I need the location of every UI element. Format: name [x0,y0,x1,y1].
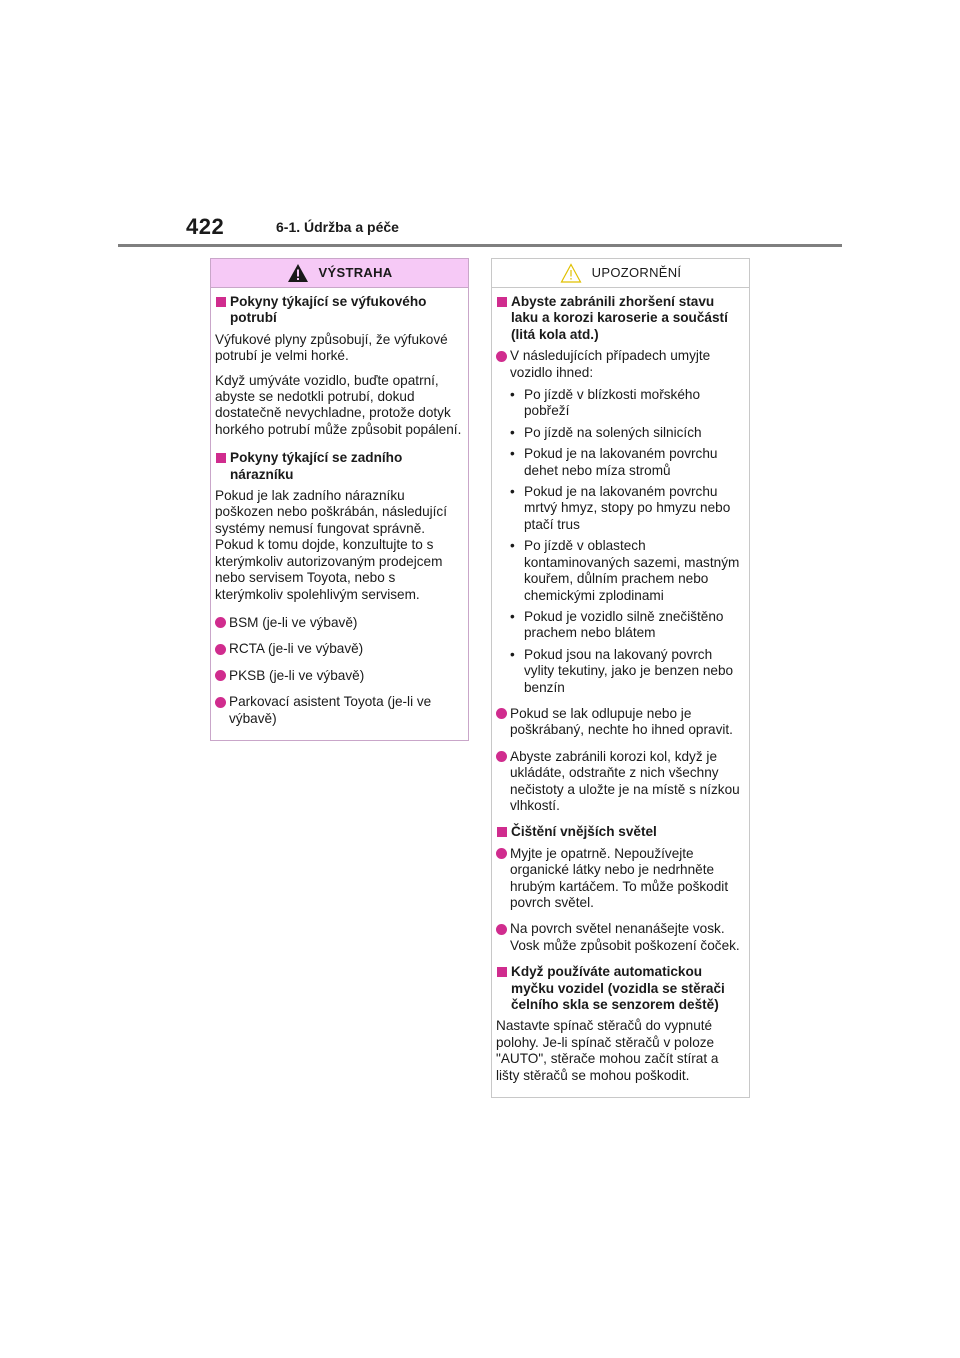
list-item: BSM (je-li ve výbavě) [215,615,464,631]
warning-heading-exhaust: Pokyny týkající se výfukového potrubí [215,294,464,327]
list-item: Parkovací asistent Toyota (je-li ve výbavě) [215,694,464,727]
warning-paragraph: Když umýváte vozidlo, buďte opatrní, abyste se nedotkli potrubí, dokud dostatečně nevychladne, protože dotyk horkého potrubí může způsobit popálení. [215,372,462,437]
circle-bullet-icon [496,751,507,762]
warning-heading-bumper: Pokyny týkající se zadního nárazníku [215,450,464,483]
notice-paragraph: Nastavte spínač stěračů do vypnuté polohy. Je-li spínač stěračů v poloze "AUTO", stěrače mohou začít stírat a lišty stěračů se mohou poškodit. [496,1018,719,1083]
circle-bullet-icon [496,924,507,935]
warning-paragraph: Pokud je lak zadního nárazníku poškozen nebo poškrábán, následující systémy nemusí fungovat správně. Pokud k tomu dojde, konzultujte to s kterýmkoliv autorizovaným prodejcem nebo servisem Toyota, nebo s kterýmkoliv spolehlivým servisem. [215,488,448,602]
warning-triangle-icon [287,263,309,283]
circle-bullet-icon [496,351,507,362]
list-item: Myjte je opatrně. Nepoužívejte organické látky nebo je nedrhněte hrubým kartáčem. To může poškodit povrch světel. [496,846,745,912]
warning-box-header [211,259,468,288]
square-bullet-icon [216,297,226,307]
circle-bullet-icon [496,848,507,859]
circle-bullet-icon [496,708,507,719]
sub-list-item: • Pokud je na lakovaném povrchu mrtvý hmyz, stopy po hmyzu nebo ptačí trus [510,484,731,532]
notice-heading-corrosion: Abyste zabránili zhoršení stavu laku a korozi karoserie a součástí (litá kola atd.) [496,294,745,343]
notice-heading-lights: Čištění vnějších světel [496,824,745,840]
list-item: RCTA (je-li ve výbavě) [215,641,464,657]
sub-list-item: • Pokud je vozidlo silně znečištěno prachem nebo blátem [510,608,724,641]
circle-bullet-icon [215,670,226,681]
list-item: Abyste zabránili korozi kol, když je ukládáte, odstraňte z nich všechny nečistoty a uložte je na místě s nízkou vlhkostí. [496,749,745,815]
caution-triangle-icon [560,263,582,283]
page-number: 422 [186,214,225,239]
sub-list-item: • Pokud je na lakovaném povrchu dehet nebo míza stromů [510,446,718,478]
list-item: Pokud se lak odlupuje nebo je poškrábaný, nechte ho ihned opravit. [496,706,745,739]
warning-paragraph: Výfukové plyny způsobují, že výfukové potrubí je velmi horké. [215,331,448,364]
list-item: PKSB (je-li ve výbavě) [215,668,464,684]
sub-list-item: • Po jízdě v oblastech kontaminovaných sazemi, mastným kouřem, důlním prachem nebo chemickými zplodinami [510,538,740,603]
square-bullet-icon [216,453,226,463]
warning-box-title: VÝSTRAHA [318,264,393,280]
square-bullet-icon [497,297,507,307]
warning-box [210,258,469,741]
sub-list-item: • Pokud jsou na lakovaný povrch vylity tekutiny, jako je benzen nebo benzín [510,646,734,695]
circle-bullet-icon [215,644,226,655]
square-bullet-icon [497,827,507,837]
notice-box [491,258,750,1098]
square-bullet-icon [497,967,507,977]
notice-box-title: UPOZORNĚNÍ [591,264,682,280]
header-divider [118,244,842,247]
notice-box-header [492,259,749,288]
notice-heading-carwash: Když používáte automatickou myčku vozidel (vozidla se stěrači čelního skla se senzorem deště) [496,964,745,1013]
list-item: V následujících případech umyjte vozidlo ihned: [496,348,745,381]
sub-list-item: • Po jízdě v blízkosti mořského pobřeží [510,387,701,419]
circle-bullet-icon [215,697,226,708]
circle-bullet-icon [215,617,226,628]
list-item: Na povrch světel nenanášejte vosk. Vosk může způsobit poškození čoček. [496,921,745,954]
section-title: 6-1. Údržba a péče [276,219,399,235]
sub-list-item: • Po jízdě na solených silnicích [510,424,702,440]
